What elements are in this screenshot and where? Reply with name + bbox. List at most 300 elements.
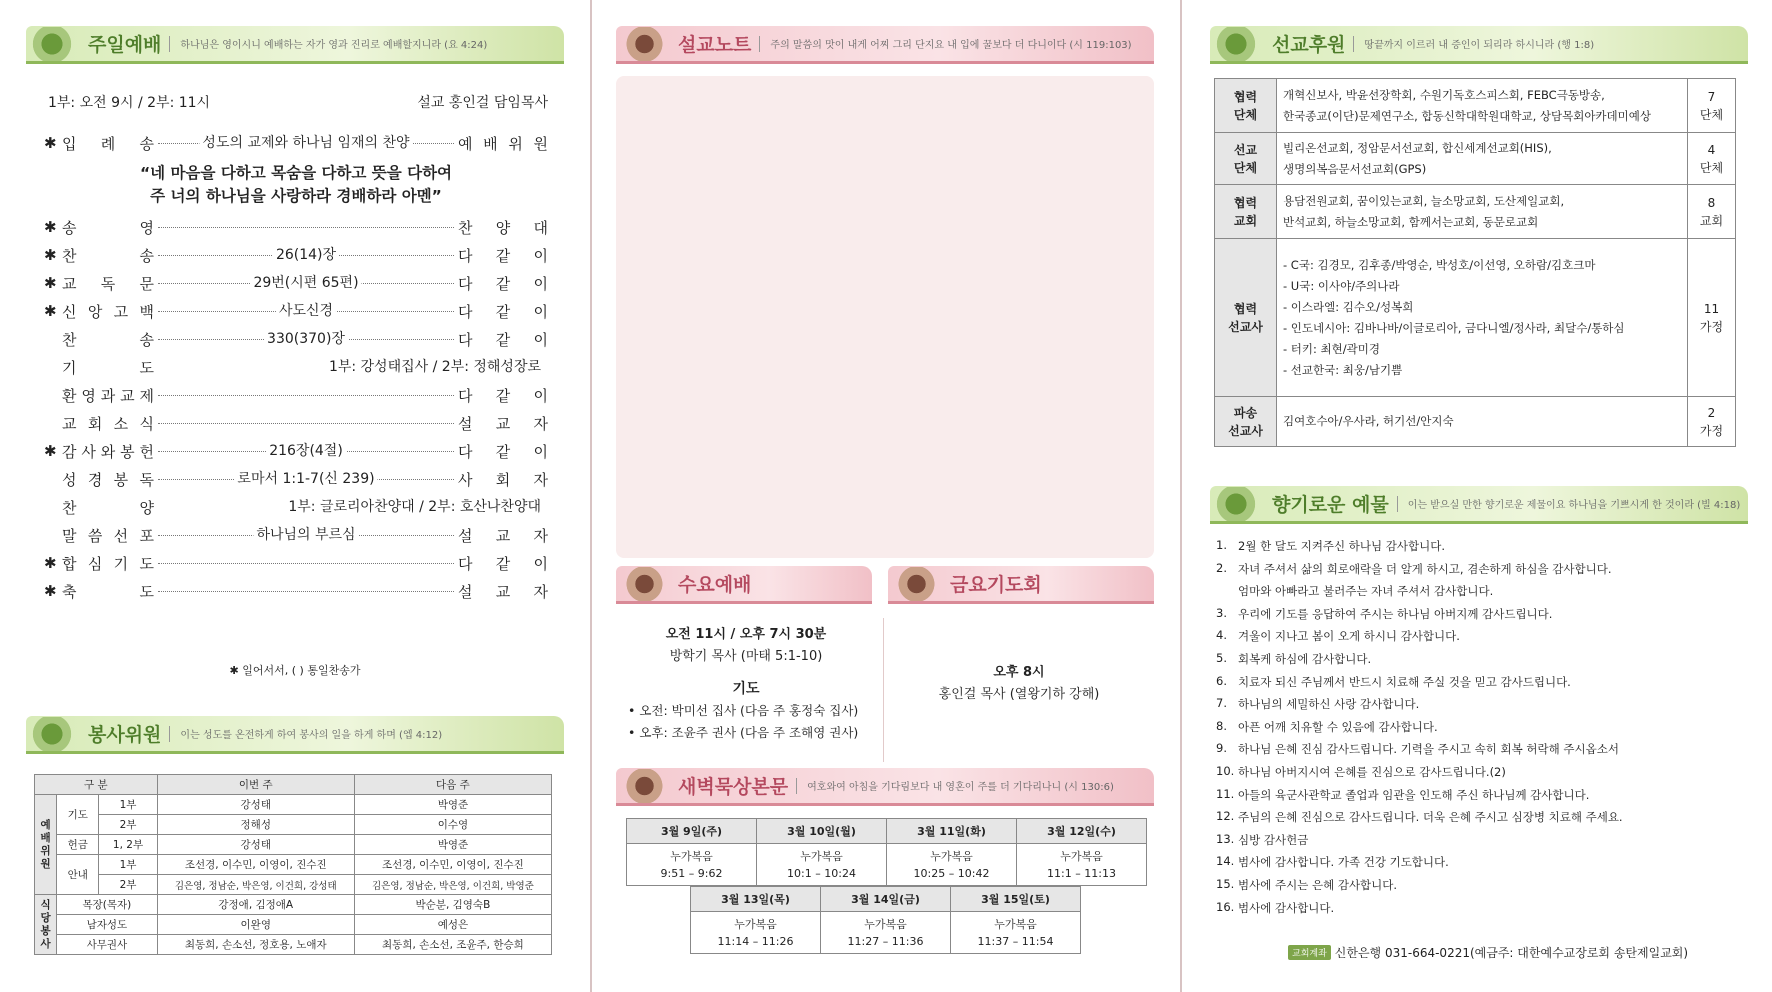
thanks-number: 1. bbox=[1216, 538, 1227, 552]
char: 영 bbox=[139, 218, 154, 237]
order-name bbox=[62, 133, 154, 154]
dawn-date: 3월 10일(월) bbox=[757, 819, 887, 844]
char: 이 bbox=[533, 554, 548, 573]
cell: 조선경, 이수민, 이영이, 진수진 bbox=[157, 855, 354, 875]
char: 소 bbox=[113, 414, 129, 433]
quote-line-1: “네 마음을 다하고 목숨을 다하고 뜻을 다하여 bbox=[139, 164, 453, 182]
role-prayer: 기도 bbox=[57, 795, 99, 835]
missions-row bbox=[1215, 133, 1736, 185]
cell: 강성태 bbox=[157, 835, 354, 855]
order-leader-line bbox=[158, 423, 454, 424]
missions-list: 용담전원교회, 꿈이있는교회, 늘소망교회, 도산제일교회, 반석교회, 하늘소망교회, 함께서는교회, 동문로교회 bbox=[1277, 185, 1688, 239]
missions-category: 파송 선교사 bbox=[1215, 397, 1277, 447]
char: 과 bbox=[100, 386, 116, 405]
cell: 2부 bbox=[99, 815, 157, 835]
bank-account: 신한은행 031-664-0221(예금주: 대한예수교장로회 송탄제일교회) bbox=[1334, 946, 1689, 960]
char: 다 bbox=[458, 442, 473, 461]
dawn-range: 10:25 – 10:42 bbox=[913, 866, 990, 880]
char: 독 bbox=[100, 274, 116, 293]
cell: 강성태 bbox=[157, 795, 354, 815]
volunteers-subtitle: 이는 성도를 온전하게 하여 봉사의 일을 하게 하며 (엡 4:12) bbox=[180, 730, 443, 741]
char: 배 bbox=[40, 831, 51, 844]
sermon-note-subtitle: 주의 말씀의 맛이 내게 어찌 그리 단지요 내 입에 꿀보다 더 다니이다 (시 119:103) bbox=[770, 40, 1132, 51]
missions-list: 빌리온선교회, 정암문서선교회, 합신세계선교회(HIS), 생명의복음문서선교회(GPS) bbox=[1277, 133, 1688, 185]
char: 사 bbox=[40, 937, 51, 950]
char: 감 bbox=[62, 442, 77, 461]
order-detail: 성도의 교제와 하나님 임재의 찬양 bbox=[199, 132, 412, 152]
cell: 강정애, 김정애A bbox=[157, 895, 354, 915]
panel-worship bbox=[0, 0, 590, 992]
book-icon bbox=[894, 567, 944, 601]
thanks-number: 13. bbox=[1216, 831, 1235, 846]
order-leader-line bbox=[158, 498, 544, 515]
cell: 1, 2부 bbox=[99, 835, 157, 855]
dawn-date: 3월 11일(화) bbox=[887, 819, 1017, 844]
missions-table bbox=[1214, 78, 1736, 447]
thanks-number: 3. bbox=[1216, 605, 1227, 620]
missions-count: 11 가정 bbox=[1688, 239, 1736, 397]
order-star: ✱ bbox=[44, 302, 57, 320]
dawn-date: 3월 12일(수) bbox=[1017, 819, 1147, 844]
char: 교 bbox=[495, 582, 511, 601]
char: 이 bbox=[533, 302, 548, 321]
char: 대 bbox=[533, 218, 548, 237]
thanks-text: 회복케 하심에 감사합니다. bbox=[1238, 651, 1372, 666]
thanks-item bbox=[1216, 674, 1746, 697]
char: 이 bbox=[533, 246, 548, 265]
char: 같 bbox=[495, 330, 511, 349]
dawn-book: 누가복음 bbox=[670, 849, 713, 863]
char: 다 bbox=[458, 386, 473, 405]
thanks-number: 16. bbox=[1216, 899, 1235, 914]
order-item bbox=[44, 132, 548, 154]
char: 송 bbox=[139, 134, 154, 153]
thanks-item bbox=[1216, 583, 1746, 606]
worship-info bbox=[48, 92, 548, 112]
char: 설 bbox=[458, 414, 473, 433]
order-leader bbox=[458, 273, 548, 294]
order-leader bbox=[458, 441, 548, 462]
order-item bbox=[44, 552, 548, 574]
order-detail: 216장(4절) bbox=[266, 440, 346, 460]
thanks-item bbox=[1216, 719, 1746, 742]
thanks-item bbox=[1216, 877, 1746, 900]
order-item bbox=[44, 244, 548, 266]
worship-subtitle: 하나님은 영이시니 예배하는 자가 영과 진리로 예배할지니라 (요 4:24) bbox=[180, 40, 488, 51]
missions-category: 협력 교회 bbox=[1215, 185, 1277, 239]
char: 이 bbox=[533, 386, 548, 405]
dawn-table-week2 bbox=[690, 886, 1081, 954]
missions-category: 협력 단체 bbox=[1215, 79, 1277, 133]
thanks-text: 아들의 육군사관학교 졸업과 임관을 인도해 주신 하나님께 감사합니다. bbox=[1238, 787, 1590, 802]
friday-header bbox=[888, 566, 1154, 604]
dawn-passage bbox=[821, 912, 951, 954]
thanks-number: 2. bbox=[1216, 560, 1227, 575]
char: 같 bbox=[495, 302, 511, 321]
order-name bbox=[62, 329, 154, 350]
col-this-week: 이번 주 bbox=[157, 775, 354, 795]
order-star: ✱ bbox=[44, 246, 57, 264]
worship-title: 주일예배 bbox=[88, 34, 162, 56]
missions-row bbox=[1215, 239, 1736, 397]
thanks-text: 2월 한 달도 지켜주신 하나님 감사합니다. bbox=[1238, 539, 1445, 553]
order-item bbox=[44, 440, 548, 462]
panel-missions bbox=[1182, 0, 1772, 992]
dawn-date: 3월 14일(금) bbox=[821, 887, 951, 912]
char: 앙 bbox=[87, 302, 103, 321]
dawn-date: 3월 13일(목) bbox=[691, 887, 821, 912]
cell: 사무권사 bbox=[57, 935, 158, 955]
char: 자 bbox=[533, 526, 548, 545]
char: 같 bbox=[495, 386, 511, 405]
char: 다 bbox=[458, 302, 473, 321]
order-leader-line bbox=[158, 330, 454, 347]
thanks-number: 7. bbox=[1216, 696, 1227, 711]
dawn-passage bbox=[757, 844, 887, 886]
missions-list: 개혁신보사, 박윤선장학회, 수원기독호스피스회, FEBC극동방송, 한국종교(이단)문제연구소, 합동신학대학원대학교, 상담목회아카데미예상 bbox=[1277, 79, 1688, 133]
worship-preacher: 설교 홍인걸 담임목사 bbox=[417, 95, 548, 111]
col-category: 구 분 bbox=[35, 775, 158, 795]
friday-title: 금요기도회 bbox=[950, 574, 1042, 596]
char: 성 bbox=[62, 470, 77, 489]
thanks-item bbox=[1216, 538, 1746, 561]
quote-line-2: 주 너의 하나님을 사랑하라 경배하라 아멘” bbox=[150, 187, 442, 205]
col-next-week: 다음 주 bbox=[354, 775, 551, 795]
missions-list: - C국: 김경모, 김후종/박영순, 박성호/이선영, 오하람/김호크마 - U국: 이사야/주의나라 - 이스라엘: 김수오/성복희 - 인도네시아: 김바나바/이글로리아, 금다니엘/정사라, 최달수/통하심 - 터키: 최현/곽미경 - 선교한국: 최웅/남기쁨 bbox=[1277, 239, 1688, 397]
cell: 김은영, 정남순, 박은영, 이건희, 박영준 bbox=[354, 875, 551, 895]
order-name bbox=[62, 357, 154, 378]
char: 교 bbox=[62, 274, 77, 293]
char: 도 bbox=[139, 554, 154, 573]
thanks-text: 엄마와 아빠라고 불러주는 자녀 주셔서 감사합니다. bbox=[1238, 584, 1494, 599]
cell: 목장(목자) bbox=[57, 895, 158, 915]
thanks-text: 치료자 되신 주님께서 반드시 치료해 주실 것을 믿고 감사드립니다. bbox=[1238, 674, 1571, 689]
char: 사 bbox=[458, 470, 473, 489]
thanks-number: 4. bbox=[1216, 628, 1227, 643]
divider bbox=[169, 36, 170, 52]
char: 영 bbox=[81, 386, 96, 405]
char: 기 bbox=[62, 358, 77, 377]
wednesday-header bbox=[616, 566, 872, 604]
char: 말 bbox=[62, 526, 77, 545]
cell: 남자성도 bbox=[57, 915, 158, 935]
dawn-range: 11:14 – 11:26 bbox=[717, 934, 794, 948]
char: 와 bbox=[100, 442, 116, 461]
wednesday-desc: 방학기 목사 (마태 5:1-10) bbox=[669, 649, 823, 664]
char: 송 bbox=[139, 246, 154, 265]
order-name bbox=[62, 441, 154, 462]
char: 이 bbox=[533, 274, 548, 293]
thanks-number: 14. bbox=[1216, 854, 1235, 869]
thanks-item bbox=[1216, 606, 1746, 629]
missions-list: 김여호수아/우사라, 허기선/안지숙 bbox=[1277, 397, 1688, 447]
order-leader-line bbox=[158, 442, 454, 459]
order-item bbox=[44, 580, 548, 602]
order-name bbox=[62, 553, 154, 574]
order-item bbox=[44, 384, 548, 406]
cell: 2부 bbox=[99, 875, 157, 895]
char: 입 bbox=[62, 134, 77, 153]
order-star: ✱ bbox=[44, 442, 57, 460]
wednesday-time: 오전 11시 / 오후 7시 30분 bbox=[665, 627, 827, 642]
char: 설 bbox=[458, 526, 473, 545]
dawn-book: 누가복음 bbox=[864, 917, 907, 931]
order-item bbox=[44, 468, 548, 490]
order-leader bbox=[458, 217, 548, 238]
order-detail: 29번(시편 65편) bbox=[250, 272, 361, 292]
divider bbox=[796, 778, 797, 794]
order-leader bbox=[458, 525, 548, 546]
missions-row bbox=[1215, 79, 1736, 133]
order-detail: 사도신경 bbox=[276, 300, 336, 320]
thanks-text: 심방 감사헌금 bbox=[1238, 832, 1309, 847]
cell: 조선경, 이수민, 이영이, 진수진 bbox=[354, 855, 551, 875]
char: 축 bbox=[62, 582, 77, 601]
missions-header bbox=[1210, 26, 1748, 64]
order-leader-line bbox=[158, 563, 454, 564]
thanks-text: 하나님의 세밀하신 사랑 감사합니다. bbox=[1238, 697, 1420, 712]
order-leader-line bbox=[158, 302, 454, 319]
char: 이 bbox=[533, 330, 548, 349]
order-star: ✱ bbox=[44, 554, 57, 572]
role-usher: 안내 bbox=[57, 855, 99, 895]
dawn-date: 3월 15일(토) bbox=[951, 887, 1081, 912]
char: 환 bbox=[62, 386, 77, 405]
bank-info bbox=[1288, 944, 1688, 961]
thanks-text: 하나님 아버지시여 은혜를 진심으로 감사드립니다.(2) bbox=[1238, 764, 1506, 779]
cell: 최동희, 손소선, 조윤주, 한승희 bbox=[354, 935, 551, 955]
divider bbox=[169, 726, 170, 742]
cell: 박영준 bbox=[354, 835, 551, 855]
thanks-number: 6. bbox=[1216, 673, 1227, 688]
thanks-number bbox=[1216, 583, 1238, 606]
cell: 이수영 bbox=[354, 815, 551, 835]
missions-count: 4 단체 bbox=[1688, 133, 1736, 185]
order-leader-line bbox=[158, 395, 454, 396]
order-leader-line bbox=[158, 134, 454, 151]
thanks-number: 9. bbox=[1216, 741, 1227, 756]
role-offering: 헌금 bbox=[57, 835, 99, 855]
order-leader bbox=[458, 329, 548, 350]
dawn-range: 11:37 – 11:54 bbox=[977, 934, 1054, 948]
missions-category: 협력 선교사 bbox=[1215, 239, 1277, 397]
friday-time: 오후 8시 bbox=[993, 665, 1045, 680]
char: 포 bbox=[139, 526, 154, 545]
divider bbox=[1353, 36, 1354, 52]
dawn-range: 11:1 – 11:13 bbox=[1047, 866, 1116, 880]
order-name bbox=[62, 273, 154, 294]
char: 다 bbox=[458, 246, 473, 265]
cell: 정해성 bbox=[157, 815, 354, 835]
order-name bbox=[62, 245, 154, 266]
cell: 예성은 bbox=[354, 915, 551, 935]
char: 다 bbox=[458, 554, 473, 573]
char: 송 bbox=[62, 218, 77, 237]
volunteers-title: 봉사위원 bbox=[88, 724, 162, 746]
char: 교 bbox=[62, 414, 77, 433]
sermon-note-title: 설교노트 bbox=[678, 34, 752, 56]
order-item bbox=[44, 272, 548, 294]
order-item bbox=[44, 300, 548, 322]
dawn-passage bbox=[691, 912, 821, 954]
char: 식 bbox=[40, 898, 51, 911]
missions-row bbox=[1215, 185, 1736, 239]
dawn-book: 누가복음 bbox=[930, 849, 973, 863]
offering-header bbox=[1210, 486, 1748, 524]
order-leader-line bbox=[158, 591, 454, 592]
char: 다 bbox=[458, 274, 473, 293]
cell: 박순분, 김영숙B bbox=[354, 895, 551, 915]
missions-title: 선교후원 bbox=[1272, 34, 1346, 56]
missions-count: 7 단체 bbox=[1688, 79, 1736, 133]
dawn-subtitle: 여호와여 아침을 기다림보다 내 영혼이 주를 더 기다리나니 (시 130:6) bbox=[807, 782, 1114, 793]
friday-desc: 홍인걸 목사 (열왕기하 강해) bbox=[938, 687, 1100, 702]
dawn-table-week1 bbox=[626, 818, 1147, 886]
char: 식 bbox=[139, 414, 154, 433]
char: 같 bbox=[495, 274, 511, 293]
missions-count: 2 가정 bbox=[1688, 397, 1736, 447]
dawn-book: 누가복음 bbox=[994, 917, 1037, 931]
thanks-list bbox=[1216, 538, 1746, 922]
char: 원 bbox=[533, 134, 548, 153]
order-name bbox=[62, 497, 154, 518]
friday-info bbox=[884, 662, 1154, 706]
order-leader bbox=[458, 553, 548, 574]
thanks-item bbox=[1216, 764, 1746, 787]
char: 제 bbox=[139, 386, 154, 405]
order-name bbox=[62, 469, 154, 490]
thanks-text: 범사에 감사합니다. bbox=[1238, 900, 1335, 915]
wednesday-prayer-title: 기도 bbox=[732, 681, 760, 697]
missions-subtitle: 땅끝까지 이르러 내 증인이 되리라 하시니라 (행 1:8) bbox=[1364, 40, 1595, 51]
order-item bbox=[44, 524, 548, 546]
missions-count: 8 교회 bbox=[1688, 185, 1736, 239]
thanks-text: 아픈 어깨 치유할 수 있음에 감사합니다. bbox=[1238, 719, 1438, 734]
char: 문 bbox=[139, 274, 154, 293]
char: 예 bbox=[458, 134, 473, 153]
sermon-note-area[interactable] bbox=[616, 76, 1154, 558]
char: 사 bbox=[81, 442, 96, 461]
missions-category: 선교 단체 bbox=[1215, 133, 1277, 185]
thanks-number: 12. bbox=[1216, 809, 1235, 824]
thanks-number: 8. bbox=[1216, 718, 1227, 733]
dawn-book: 누가복음 bbox=[1060, 849, 1103, 863]
group-worship bbox=[35, 795, 57, 895]
order-item bbox=[44, 496, 548, 518]
char: 자 bbox=[533, 470, 548, 489]
group-meal bbox=[35, 895, 57, 955]
order-star: ✱ bbox=[44, 274, 57, 292]
thanks-item bbox=[1216, 854, 1746, 877]
order-item bbox=[44, 328, 548, 350]
order-detail: 26(14)장 bbox=[273, 244, 339, 264]
prayer-am: • 오전: 박미선 집사 (다음 주 홍정숙 집사) bbox=[628, 703, 859, 718]
sunrise-icon bbox=[622, 769, 672, 803]
char: 찬 bbox=[458, 218, 473, 237]
group-worship-label bbox=[37, 819, 54, 871]
worship-header bbox=[26, 26, 564, 64]
volunteers-header bbox=[26, 716, 564, 754]
char: 경 bbox=[87, 470, 103, 489]
char: 양 bbox=[139, 498, 154, 517]
thanks-text: 범사에 주시는 은혜 감사합니다. bbox=[1238, 877, 1398, 892]
order-leader-line bbox=[158, 526, 454, 543]
order-leader-line bbox=[158, 274, 454, 291]
cross-icon bbox=[622, 567, 672, 601]
order-detail: 하나님의 부르심 bbox=[253, 524, 358, 544]
thanks-text: 자녀 주셔서 삶의 희로애락을 더 알게 하시고, 겸손하게 하심을 감사합니다. bbox=[1238, 561, 1612, 576]
char: 봉 bbox=[120, 442, 135, 461]
thanks-item bbox=[1216, 561, 1746, 584]
thanks-number: 11. bbox=[1216, 786, 1235, 801]
missions-row bbox=[1215, 397, 1736, 447]
order-leader bbox=[458, 245, 548, 266]
char: 자 bbox=[533, 414, 548, 433]
group-meal-label bbox=[37, 899, 54, 951]
char: 위 bbox=[40, 844, 51, 857]
thanks-item bbox=[1216, 809, 1746, 832]
char: 봉 bbox=[113, 470, 129, 489]
order-star: ✱ bbox=[44, 134, 57, 152]
cell: 김은영, 정남순, 박은영, 이건희, 강성태 bbox=[157, 875, 354, 895]
thanks-item bbox=[1216, 651, 1746, 674]
thanks-number: 10. bbox=[1216, 763, 1235, 778]
thanks-text: 범사에 감사합니다. 가족 건강 기도합니다. bbox=[1238, 855, 1449, 870]
order-name bbox=[62, 217, 154, 238]
order-leader-line bbox=[158, 227, 454, 228]
char: 기 bbox=[113, 554, 129, 573]
char: 예 bbox=[40, 818, 51, 831]
offering-subtitle: 이는 받으실 만한 향기로운 제물이요 하나님을 기쁘시게 한 것이라 (빌 4:18) bbox=[1407, 500, 1741, 511]
dawn-date: 3월 9일(주) bbox=[627, 819, 757, 844]
thanks-text: 겨울이 지나고 봄이 오게 하시니 감사합니다. bbox=[1238, 629, 1460, 644]
order-star: ✱ bbox=[44, 218, 57, 236]
char: 위 bbox=[508, 134, 523, 153]
dawn-book: 누가복음 bbox=[800, 849, 843, 863]
order-leader bbox=[458, 413, 548, 434]
thanks-text: 주님의 은혜 진심으로 감사드립니다. 더욱 은혜 주시고 심장병 치료해 주세요. bbox=[1238, 810, 1623, 825]
wednesday-info bbox=[616, 624, 876, 668]
char: 다 bbox=[458, 330, 473, 349]
bank-tag: 교회계좌 bbox=[1288, 945, 1331, 960]
dawn-passage bbox=[627, 844, 757, 886]
thanks-number: 5. bbox=[1216, 650, 1227, 665]
cell: 1부 bbox=[99, 855, 157, 875]
dawn-range: 9:51 – 9:62 bbox=[660, 866, 723, 880]
divider bbox=[759, 36, 760, 52]
thanks-item bbox=[1216, 832, 1746, 855]
char: 양 bbox=[495, 218, 511, 237]
char: 찬 bbox=[62, 330, 77, 349]
thanks-item bbox=[1216, 787, 1746, 810]
char: 같 bbox=[495, 246, 511, 265]
order-leader bbox=[458, 469, 548, 490]
bible-icon bbox=[622, 27, 672, 61]
offering-title: 향기로운 예물 bbox=[1272, 494, 1389, 516]
char: 례 bbox=[100, 134, 116, 153]
worship-note: ✱ 일어서서, ( ) 통일찬송가 bbox=[229, 664, 361, 677]
char: 심 bbox=[87, 554, 103, 573]
char: 고 bbox=[113, 302, 129, 321]
dawn-book: 누가복음 bbox=[734, 917, 777, 931]
char: 원 bbox=[40, 857, 51, 870]
order-detail: 로마서 1:1-7(신 239) bbox=[234, 468, 377, 488]
order-detail: 330(370)장 bbox=[264, 328, 348, 348]
order-name bbox=[62, 385, 154, 406]
order-detail: 1부: 강성태집사 / 2부: 정해성장로 bbox=[326, 356, 544, 376]
leaf-icon bbox=[32, 27, 82, 61]
order-name bbox=[62, 581, 154, 602]
